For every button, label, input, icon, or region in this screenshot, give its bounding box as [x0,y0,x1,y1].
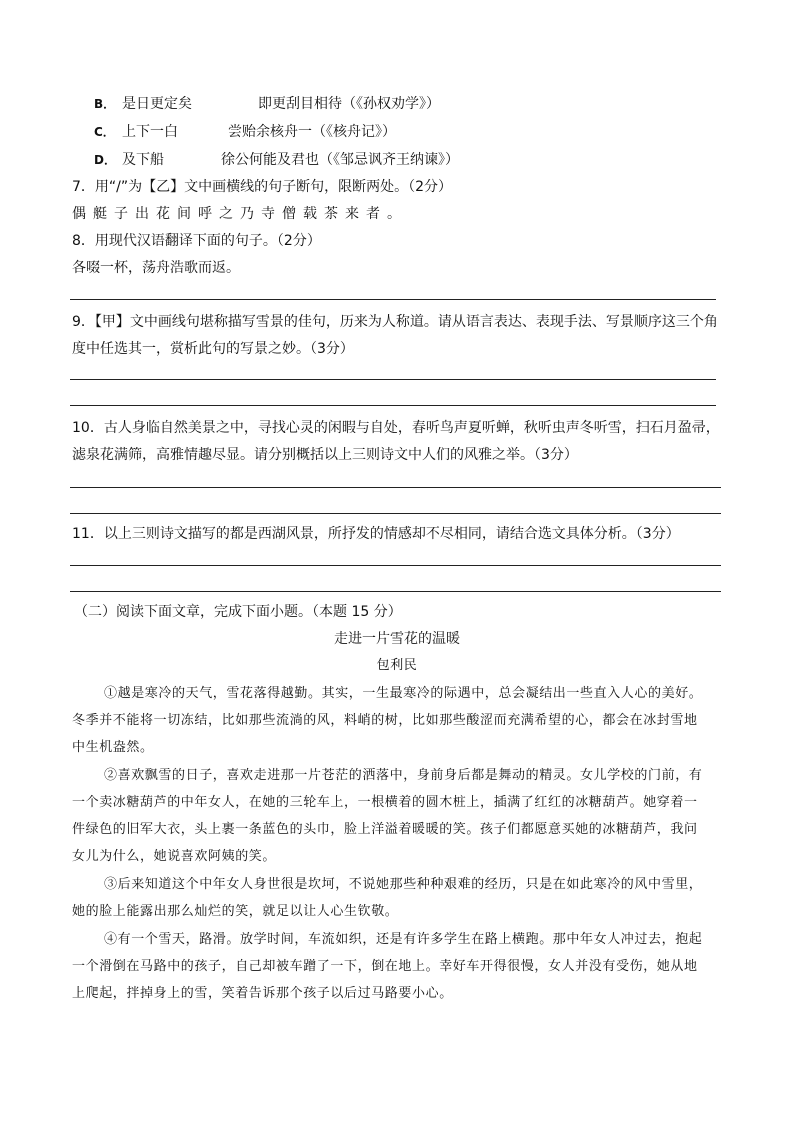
question-10-line1: 10．古人身临自然美景之中，寻找心灵的闲暇与自处，春听鸟声夏听蝉，秋听虫声冬听雪，扫石月盈帚， [72,420,720,436]
answer-line[interactable] [70,379,716,380]
option-right: 即更刮目相待（《孙权劝学》） [258,96,440,112]
article-title: 走进一片雪花的温暖 [334,631,460,647]
option-b [94,95,440,113]
answer-line[interactable] [70,565,721,566]
section-heading: （二）阅读下面文章，完成下面小题。（本题 15 分） [74,604,402,620]
article-line: 一个滑倒在马路中的孩子，自己却被车蹭了一下，倒在地上。幸好车开得很慢，女人并没有受伤，她从地 [72,959,698,974]
question-7-prompt: 7．用“/”为【乙】文中画横线的句子断句，限断两处。（2分） [72,179,453,195]
article-line: 件绿色的旧军大衣，头上裹一条蓝色的头巾，脸上洋溢着暖暖的笑。孩子们都愿意买她的冰糖葫芦，我问 [72,822,698,837]
question-9-line1: 9．【甲】文中画线句堪称描写雪景的佳句，历来为人称道。请从语言表达、表现手法、写景顺序这三个角 [72,314,718,330]
article-author: 包利民 [376,658,418,673]
answer-line[interactable] [70,513,721,514]
article-line: 中生机盎然。 [72,740,154,755]
question-9-line2: 度中任选其一，赏析此句的写景之妙。（3分） [72,341,354,357]
option-right: 尝贻余核舟一（《核舟记》） [228,124,396,140]
article-line: ②喜欢飘雪的日子，喜欢走进那一片苍茫的洒落中，身前身后都是舞动的精灵。女儿学校的门前，有 [104,768,703,783]
option-left: 及下船 [122,152,164,168]
question-7-sentence: 偶艇子出花间呼之乃寺僧载茶来者。 [72,206,408,222]
question-11-line1: 11．以上三则诗文描写的都是西湖风景，所抒发的情感却不尽相同，请结合选文具体分析。（3分） [72,526,680,542]
question-8-sentence: 各啜一杯，荡舟浩歌而返。 [72,260,240,276]
article-line: ①越是寒冷的天气，雪花落得越勤。其实，一生最寒冷的际遇中，总会凝结出一些直入人心的美好。 [104,686,703,701]
article-line: 上爬起，拌掉身上的雪，笑着告诉那个孩子以后过马路要小心。 [72,986,453,1001]
option-d [94,151,459,169]
option-c [94,123,396,141]
article-line: ④有一个雪天，路滑。放学时间，车流如织，还是有许多学生在路上横跑。那中年女人冲过去，抱起 [104,932,703,947]
question-8-prompt: 8．用现代汉语翻译下面的句子。（2分） [72,233,321,249]
article-line: 女儿为什么，她说喜欢阿姨的笑。 [72,849,277,864]
option-left: 是日更定矣 [122,96,192,112]
option-letter: B． [94,97,116,111]
option-left: 上下一白 [122,124,178,140]
article-line: 冬季并不能将一切冻结，比如那些流淌的风，料峭的树，比如那些酸涩而充满希望的心，都会在冰封雪地 [72,713,698,728]
option-letter: D． [94,153,116,167]
option-right: 徐公何能及君也（《邹忌讽齐王纳谏》） [221,152,459,168]
option-letter: C． [94,125,115,139]
article-line: 她的脸上能露出那么灿烂的笑，就足以让人心生钦敬。 [72,904,399,919]
question-10-line2: 滤泉花满筛，高雅情趣尽显。请分别概括以上三则诗文中人们的风雅之举。（3分） [72,447,578,463]
answer-line[interactable] [70,591,721,592]
article-line: 一个卖冰糖葫芦的中年女人，在她的三轮车上，一根横着的圆木桩上，插满了红红的冰糖葫芦。她穿着一 [72,795,698,810]
answer-line[interactable] [70,299,716,300]
article-line: ③后来知道这个中年女人身世很是坎坷，不说她那些种种艰难的经历，只是在如此寒冷的风中雪里， [104,877,703,892]
answer-line[interactable] [70,487,721,488]
answer-line[interactable] [70,405,716,406]
